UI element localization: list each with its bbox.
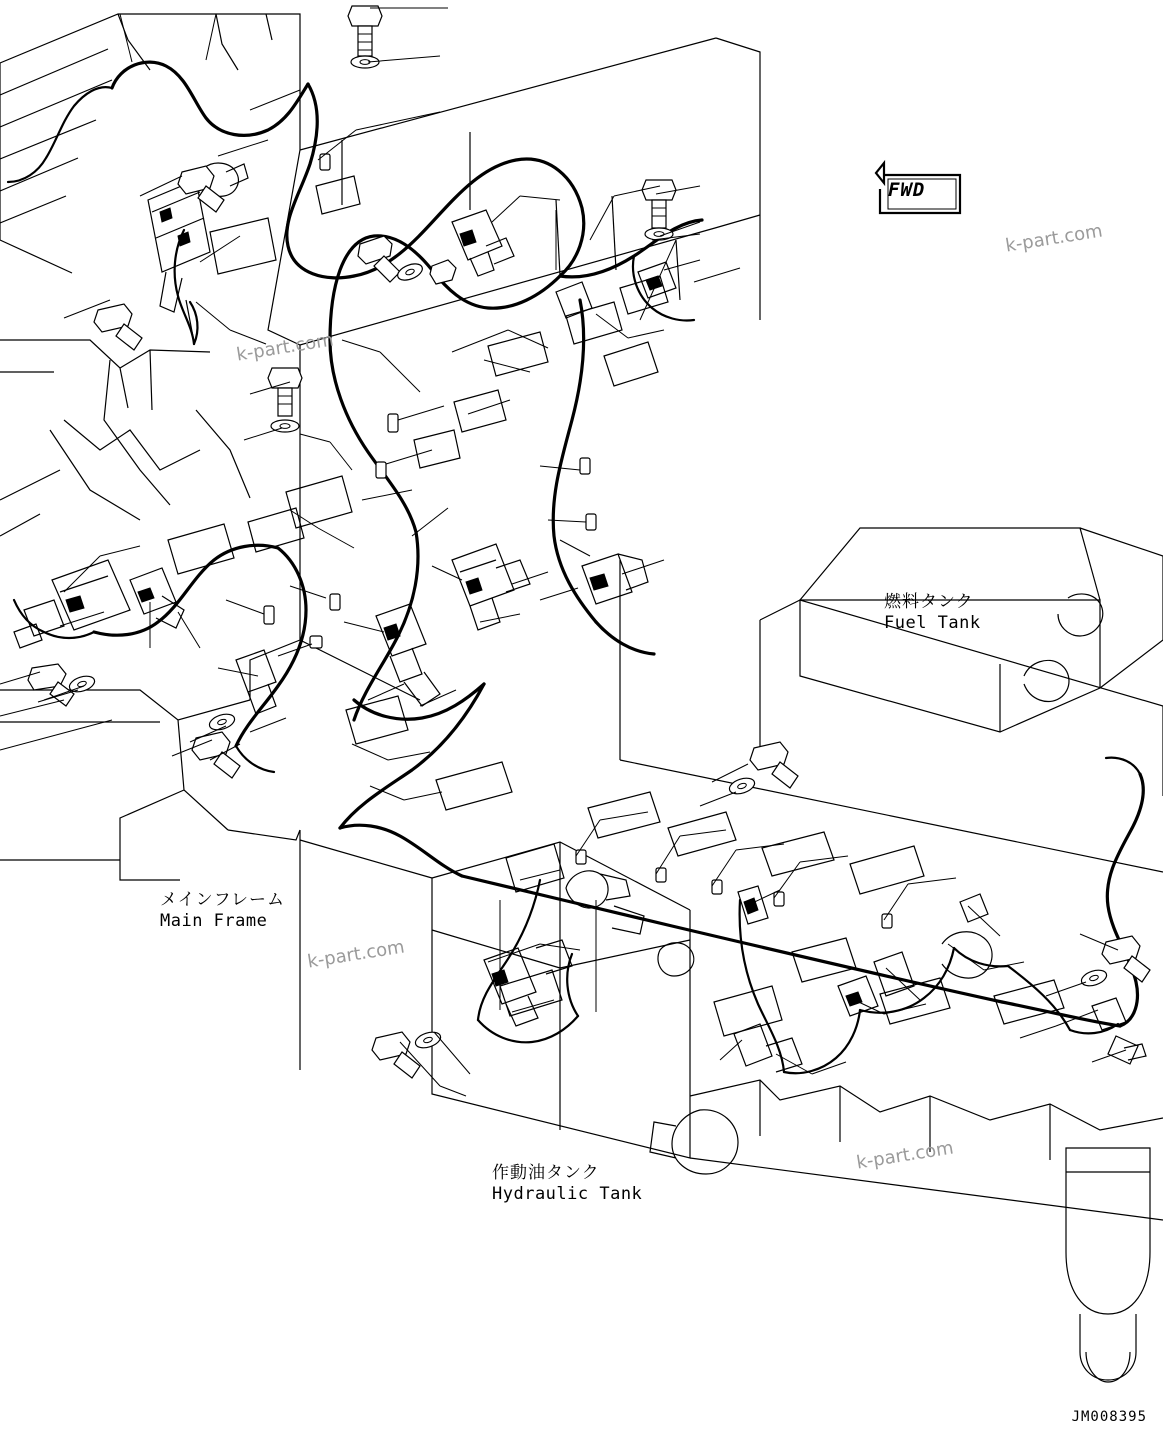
bolt (268, 368, 302, 416)
washer (395, 261, 424, 284)
label-fuel-tank-en: Fuel Tank (884, 613, 981, 634)
fwd-direction-marker (874, 155, 970, 227)
watermark: k-part.com (854, 1137, 956, 1174)
label-hydraulic-tank-en: Hydraulic Tank (492, 1184, 643, 1205)
drawing-number: JM008395 (1071, 1409, 1147, 1425)
label-main-frame-jp: メインフレーム (160, 890, 285, 910)
fwd-label: FWD (888, 179, 926, 201)
label-main-frame-en: Main Frame (160, 911, 268, 932)
bolt (94, 304, 142, 350)
watermark: k-part.com (234, 329, 336, 366)
label-fuel-tank (884, 592, 981, 635)
bolt (642, 180, 676, 228)
watermark: k-part.com (305, 936, 407, 973)
nut (430, 260, 456, 284)
watermark: k-part.com (1003, 220, 1105, 257)
washer (1079, 967, 1108, 988)
washer (207, 711, 236, 732)
label-fuel-tank-jp: 燃料タンク (884, 592, 974, 612)
washer (351, 56, 379, 68)
label-main-frame (160, 890, 285, 933)
label-hydraulic-tank (492, 1163, 642, 1206)
bolt (348, 6, 382, 56)
bolt (1102, 936, 1150, 982)
bolt (28, 664, 74, 706)
washer (413, 1029, 442, 1050)
bolt (192, 732, 240, 778)
bolt (750, 742, 798, 788)
label-hydraulic-tank-jp: 作動油タンク (492, 1163, 600, 1183)
bolt (372, 1032, 420, 1078)
